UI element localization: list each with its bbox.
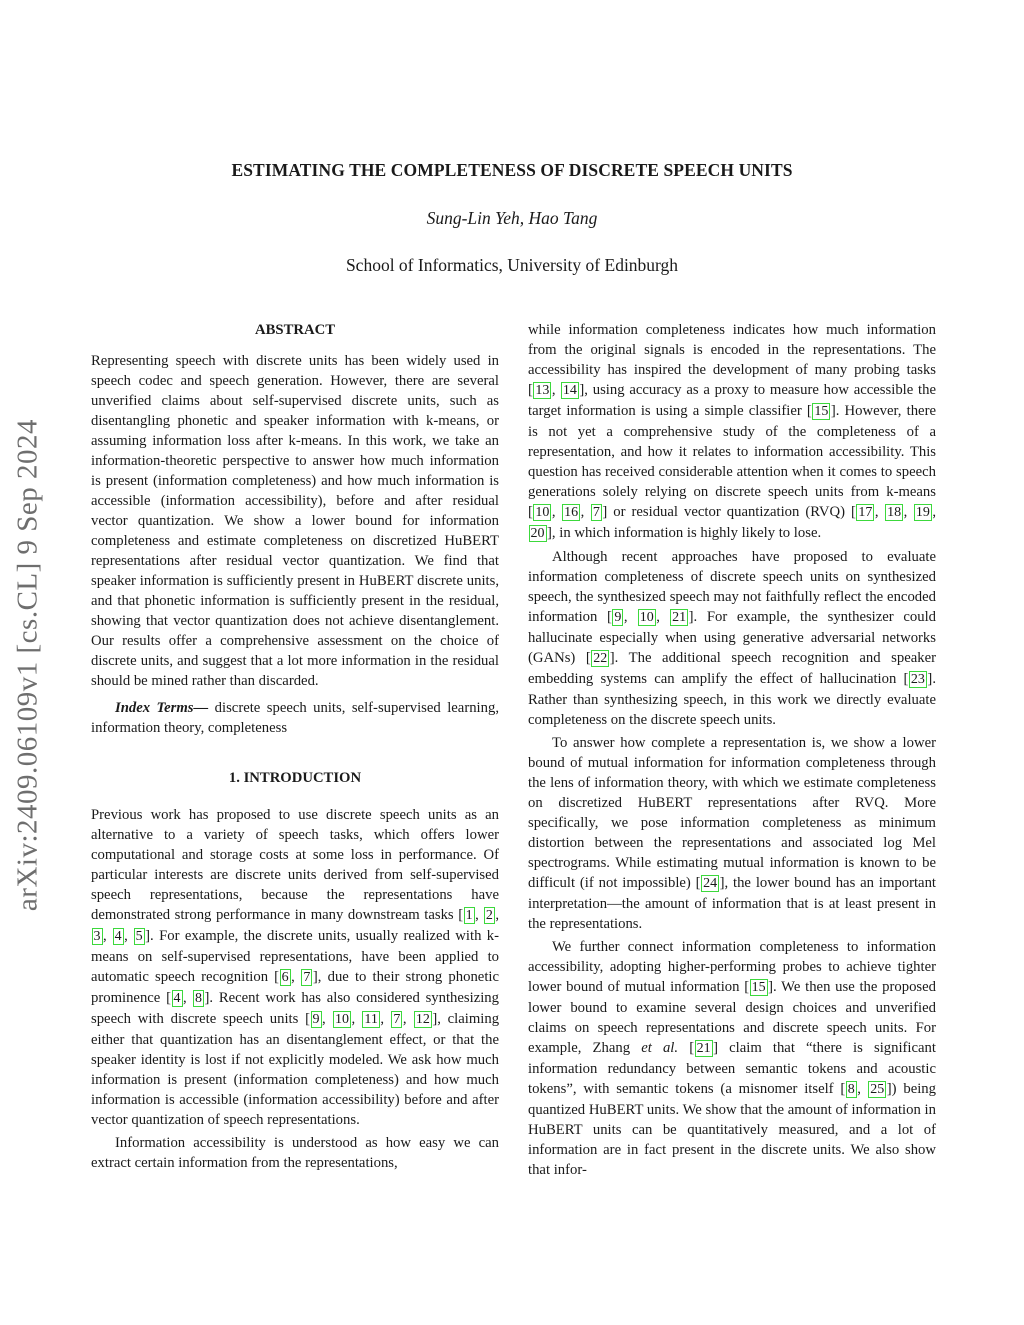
paragraph-text: ]. For example, the synthesizer could hallucinate especially when using generative adversarial networks (GANs) [ [528, 609, 936, 666]
intro-paragraph-3 [528, 320, 936, 544]
intro-paragraph-1 [91, 805, 499, 1130]
intro-paragraph-4 [528, 547, 936, 730]
paper-title: ESTIMATING THE COMPLETENESS OF DISCRETE SPEECH UNITS [231, 160, 793, 180]
paragraph-text: , [380, 1011, 391, 1027]
citation-link[interactable]: 4 [173, 991, 181, 1006]
index-terms [91, 698, 499, 738]
paragraph-text: ]. For example, the discrete units, usually realized with k-means on self-supervised representations, have been applied to automatic speech recognition [ [91, 928, 500, 985]
citation-link[interactable]: 20 [530, 526, 545, 541]
paragraph-text: , [402, 1011, 414, 1027]
paragraph-text: ] or residual vector quantization (RVQ) [ [602, 504, 856, 520]
citation-link[interactable]: 23 [910, 672, 925, 687]
intro-paragraph-6 [528, 937, 936, 1180]
arxiv-identifier [0, 365, 60, 965]
citation-link[interactable]: 15 [751, 980, 766, 995]
citation-link[interactable]: 16 [564, 505, 579, 520]
abstract-text: Representing speech with discrete units has been widely used in speech codec and speech generation. However, there are several unverified claims about self-supervised discrete units, such as disentangling phonetic and speaker information with k-means, or assuming information loss after k-means. In this work, we take an information-theoretic perspective to answer how much information is present (information completeness) and how much information is accessible (information accessibility), before and after residual vector quantization. We show a lower bound for information completeness and estimate completeness on discretized HuBERT representations after residual vector quantization. We find that speaker information is sufficiently present in HuBERT discrete units, and that phonetic information is sufficiently present in the residual, showing that vector quantization does not achieve disentanglement. Our results offer a comprehensive assessment on the choice of discrete units, and suggest that a lot more information in the residual should be mined rather than discarded. [91, 353, 499, 689]
citation-link[interactable]: 22 [593, 651, 608, 666]
index-terms-text: discrete speech units, self-supervised learning, information theory, completeness [91, 700, 499, 736]
paragraph-text: , [551, 504, 562, 520]
citation-link[interactable]: 13 [535, 383, 550, 398]
paragraph-text: ], the lower bound has an important interpretation—the amount of information that is at least present in the representations. [528, 875, 936, 932]
paragraph-text: ] claim that “there is significant information redundancy between semantic tokens and acoustic tokens”, with semantic tokens (a misnomer itself [ [528, 1040, 936, 1097]
citation-link[interactable]: 17 [858, 505, 873, 520]
citation-link[interactable]: 15 [814, 404, 829, 419]
citation-link[interactable]: 9 [312, 1012, 320, 1027]
citation-link[interactable]: 10 [535, 505, 550, 520]
citation-link[interactable]: 21 [696, 1041, 711, 1056]
citation-link[interactable]: 10 [639, 610, 654, 625]
citation-link[interactable]: 8 [194, 991, 202, 1006]
paper-authors: Sung-Lin Yeh, Hao Tang [426, 208, 598, 228]
paragraph-text: Previous work has proposed to use discrete speech units as an alternative to a variety of speech tasks, which offers lower computational and storage costs at some loss in performance. Of particular interests are discrete units derived from self-supervised speech representations, because the representations have demonstrated strong performance in many downstream tasks [ [91, 807, 499, 923]
citation-link[interactable]: 2 [485, 908, 493, 923]
right-column [528, 320, 936, 1180]
paragraph-text: ], due to their strong phonetic prominence [ [91, 969, 499, 1006]
paragraph-text: To answer how complete a representation is, we show a lower bound of mutual information for information completeness through the lens of information theory, with which we estimate completeness on discretized HuBERT representations after RVQ. More specifically, we pose information completeness as minimum distortion between the representations and associated log Mel spectrograms. While estimating mutual information is known to be difficult (if not impossible) [ [528, 735, 936, 891]
paragraph-text: , [623, 609, 638, 625]
index-terms-label: Index Terms— [115, 700, 209, 716]
paragraph-text: , [495, 907, 499, 923]
paragraph-text: , [656, 609, 670, 625]
paragraph-text: , [183, 990, 193, 1006]
paragraph-text: ], in which information is highly likely to lose. [547, 525, 822, 541]
citation-link[interactable]: 21 [672, 610, 687, 625]
paragraph-text: Although recent approaches have proposed to evaluate information completeness of discrete speech units on synthesized speech, the synthesized speech may not faithfully reflect the encoded information [ [528, 549, 936, 625]
paragraph-text: , [874, 504, 885, 520]
paragraph-text: We further connect information completeness to information accessibility, adopting higher-performing probes to achieve tighter lower bound of mutual information [ [528, 939, 936, 995]
paragraph-text: , [857, 1081, 868, 1097]
citation-link[interactable]: 25 [870, 1082, 885, 1097]
paragraph-text: ]. However, there is not yet a comprehensive study of the completeness of a representation, and how it relates to information accessibility. This question has received considerable attention when it comes to speech generations solely relying on discrete speech units from k-means [ [528, 403, 936, 520]
paragraph-text: , [903, 504, 914, 520]
citation-link[interactable]: 1 [465, 908, 473, 923]
citation-link[interactable]: 24 [703, 876, 718, 891]
paragraph-text: , [103, 928, 113, 944]
left-column [91, 320, 499, 1173]
citation-link[interactable]: 3 [93, 929, 101, 944]
paragraph-text: ], claiming either that quantization has an disentanglement effect, or that the speaker identity is lost if not explicitly modeled. We ask how much information is present (information completeness) and how much information is accessible (information accessibility) before and after vector quantization of speech representations. [91, 1011, 500, 1128]
citation-link[interactable]: 7 [592, 505, 600, 520]
introduction-heading: 1. INTRODUCTION [228, 770, 362, 786]
intro-paragraph-2: Information accessibility is understood as how easy we can extract certain information from the representations, [91, 1135, 499, 1171]
citation-link[interactable]: 12 [415, 1012, 430, 1027]
citation-link[interactable]: 9 [614, 610, 622, 625]
citation-link[interactable]: 14 [562, 383, 577, 398]
citation-link[interactable]: 4 [114, 929, 122, 944]
paragraph-text: ]. Recent work has also considered synthesizing speech with discrete speech units [ [91, 990, 499, 1027]
paragraph-text: ]) being quantized HuBERT units. We show that the amount of information in HuBERT units can be quantitatively measured, and a lot of information are in fact present in the discrete units. We also show that infor- [528, 1081, 936, 1178]
paragraph-text: , [932, 504, 936, 520]
paragraph-text: ]. We then use the proposed lower bound to examine several design choices and unverified claims on speech representations and discrete speech units. For example, Zhang [528, 979, 937, 1056]
citation-link[interactable]: 7 [303, 970, 311, 985]
paragraph-text: ]. Rather than synthesizing speech, in this work we directly evaluate completeness on the discrete speech units. [528, 671, 936, 728]
citation-link[interactable]: 8 [847, 1082, 855, 1097]
paragraph-text: , [124, 928, 134, 944]
paragraph-text: while information completeness indicates how much information from the original signals is encoded in the representations. The accessibility has inspired the development of many probing tasks [ [528, 322, 936, 398]
citation-link[interactable]: 6 [281, 970, 289, 985]
paragraph-text: , [291, 969, 301, 985]
paper-affiliation: School of Informatics, University of Edinburgh [345, 255, 679, 275]
paragraph-text: ]. The additional speech recognition and speaker embedding systems can amplify the effect of hallucination [ [528, 650, 936, 687]
paragraph-text: ], using accuracy as a proxy to measure how accessible the target information is using a simple classifier [ [528, 382, 936, 419]
citation-link[interactable]: 7 [393, 1012, 401, 1027]
citation-link[interactable]: 11 [364, 1012, 378, 1027]
paragraph-text: , [351, 1011, 362, 1027]
citation-link[interactable]: 5 [135, 929, 143, 944]
citation-link[interactable]: 18 [887, 505, 902, 520]
et-al-text: et al. [641, 1040, 679, 1056]
intro-paragraph-5 [528, 733, 936, 934]
citation-link[interactable]: 19 [915, 505, 930, 520]
paragraph-text: , [580, 504, 591, 520]
citation-link[interactable]: 10 [334, 1012, 349, 1027]
arxiv-identifier-text: arXiv:2409.06109v1 [cs.CL] 9 Sep 2024 [11, 418, 44, 912]
abstract-heading: ABSTRACT [255, 322, 335, 338]
paragraph-text: [ [678, 1040, 695, 1056]
paragraph-text: , [551, 382, 561, 398]
paragraph-text: , [322, 1011, 333, 1027]
paragraph-text: , [475, 907, 484, 923]
